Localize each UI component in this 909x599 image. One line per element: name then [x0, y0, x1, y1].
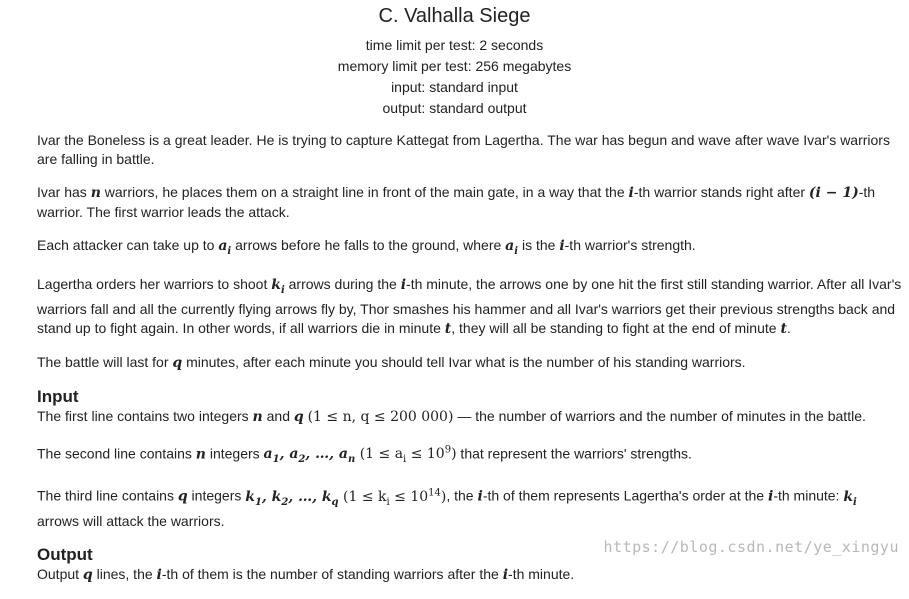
math-i: i — [477, 488, 483, 505]
math-subscript: 2 — [298, 454, 306, 466]
text: that represent the warriors' strengths. — [456, 445, 692, 462]
math-n: n — [90, 185, 101, 201]
math-subscript: q — [331, 496, 339, 508]
math-sequence-k — [245, 488, 339, 508]
text: , they will all be standing to fight at the end of minute — [451, 319, 781, 336]
math-constraint — [355, 444, 457, 466]
problem-header — [0, 0, 909, 119]
math-ai — [505, 238, 519, 257]
math-constraint — [338, 487, 447, 508]
math-n: n — [195, 446, 206, 463]
math-subscript: i — [403, 454, 407, 466]
math-q: q — [82, 566, 93, 583]
math-i: i — [502, 566, 509, 583]
text: Ivar has — [37, 184, 91, 200]
input-section-title: Input — [37, 386, 79, 406]
math-subscript: i — [514, 245, 519, 257]
math-symbol: , a — [279, 446, 299, 463]
text: warriors, he places them on a straight line in front of the main gate, in a way that the — [100, 184, 629, 200]
math-superscript: 9 — [444, 444, 452, 456]
math-t: t — [444, 320, 452, 337]
text: integers — [187, 487, 246, 504]
text: -th warrior stands right after — [633, 184, 809, 200]
text: -th of them represents Lagertha's order at the — [482, 487, 768, 504]
problem-title: C. Valhalla Siege — [378, 5, 531, 27]
text: -th of them is the number of standing warriors after the — [161, 565, 503, 582]
math-symbol: k — [843, 488, 854, 505]
math-subscript: i — [853, 496, 857, 508]
math-symbol: (1 ≤ a — [355, 446, 404, 463]
math-symbol: ) — [440, 488, 447, 505]
input-line-3 — [37, 483, 902, 530]
math-i: i — [400, 276, 407, 293]
text: -th minute. — [508, 565, 575, 582]
math-q: q — [177, 488, 188, 505]
output-line-1 — [37, 565, 902, 585]
math-symbol: , k — [261, 488, 282, 505]
input-file: input: standard input — [391, 79, 518, 95]
math-sequence-a — [263, 446, 356, 466]
math-subscript: i — [280, 284, 285, 296]
math-i: i — [767, 488, 774, 505]
text: Output — [37, 565, 83, 582]
text: and — [262, 407, 294, 424]
math-i: i — [156, 566, 162, 583]
math-symbol: , …, k — [288, 488, 332, 505]
text: arrows during the — [284, 275, 401, 292]
time-limit: time limit per test: 2 seconds — [365, 37, 544, 53]
memory-limit: memory limit per test: 256 megabytes — [337, 58, 572, 74]
output-section-title: Output — [37, 544, 93, 564]
math-subscript: i — [227, 245, 232, 257]
math-symbol: ≤ 10 — [389, 488, 429, 505]
text: is the — [518, 237, 560, 253]
math-i: i — [559, 238, 565, 254]
text: The second line contains — [37, 445, 196, 462]
math-symbol: k — [271, 276, 281, 293]
math-ki — [843, 488, 857, 508]
text: . — [786, 319, 791, 336]
math-n: n — [252, 408, 263, 425]
math-symbol: a — [218, 238, 228, 254]
math-t: t — [780, 320, 787, 337]
math-symbol: ≤ 10 — [406, 446, 445, 463]
math-symbol: a — [505, 238, 515, 254]
text: , the — [446, 487, 478, 504]
text: arrows will attack the warriors. — [37, 512, 225, 529]
text: The battle will last for — [37, 353, 173, 370]
text: -th minute, the arrows one by one hit the first still standing warrior. After all Ivar's warriors fall and all the currently flying arrows fly by, Thor smashes his hammer and all Ivar's warriors get their previous strengths back and stand up to fight again. In other words, if all warriors die in minute — [37, 275, 902, 336]
math-subscript: 2 — [281, 496, 289, 508]
text: lines, the — [92, 565, 157, 582]
text: Each attacker can take up to — [37, 237, 219, 253]
input-line-1 — [37, 407, 902, 427]
math-ai — [218, 238, 232, 257]
statement-paragraph-3 — [37, 236, 902, 261]
math-i: i — [628, 185, 634, 201]
statement-paragraph-1: Ivar the Boneless is a great leader. He is trying to capture Kattegat from Lagertha. The war has begun and wave after wave Ivar's warriors are falling in battle. — [37, 132, 890, 167]
math-subscript: i — [386, 496, 390, 508]
output-file: output: standard output — [382, 100, 527, 116]
text: -th warrior's strength. — [564, 237, 696, 253]
text: The first line contains two integers — [37, 407, 253, 424]
statement-paragraph-5 — [37, 353, 902, 373]
problem-statement — [37, 131, 902, 599]
math-ki — [271, 276, 285, 296]
math-symbol: k — [245, 488, 255, 505]
text: integers — [205, 445, 264, 462]
text: minutes, after each minute you should tell Ivar what is the number of his standing warriors. — [182, 353, 746, 370]
text: Lagertha orders her warriors to shoot — [37, 275, 272, 292]
math-symbol: a — [263, 446, 273, 463]
input-line-2 — [37, 441, 902, 469]
problem-limits — [0, 35, 909, 119]
math-subscript: 1 — [272, 454, 280, 466]
math-q: q — [172, 354, 183, 371]
math-symbol: (1 ≤ k — [338, 488, 387, 505]
text: The third line contains — [37, 487, 178, 504]
watermark: https://blog.csdn.net/ye_xingyu — [603, 538, 899, 556]
math-subscript: 1 — [254, 496, 262, 508]
math-superscript: 14 — [428, 487, 441, 499]
math-symbol: , …, a — [305, 446, 348, 463]
math-expression: (i − 1) — [808, 185, 859, 201]
statement-paragraph-2 — [37, 183, 902, 222]
text: -th minute: — [773, 487, 844, 504]
math-symbol: ) — [451, 446, 457, 463]
text: arrows before he falls to the ground, where — [231, 237, 506, 253]
math-subscript: n — [347, 454, 356, 466]
text: -th warrior. The first warrior leads the attack. — [37, 184, 876, 220]
text: — the number of warriors and the number of minutes in the battle. — [453, 407, 866, 424]
math-q: q — [293, 408, 304, 425]
math-constraint: (1 ≤ n, q ≤ 200 000) — [307, 408, 454, 425]
statement-paragraph-4 — [37, 275, 902, 339]
